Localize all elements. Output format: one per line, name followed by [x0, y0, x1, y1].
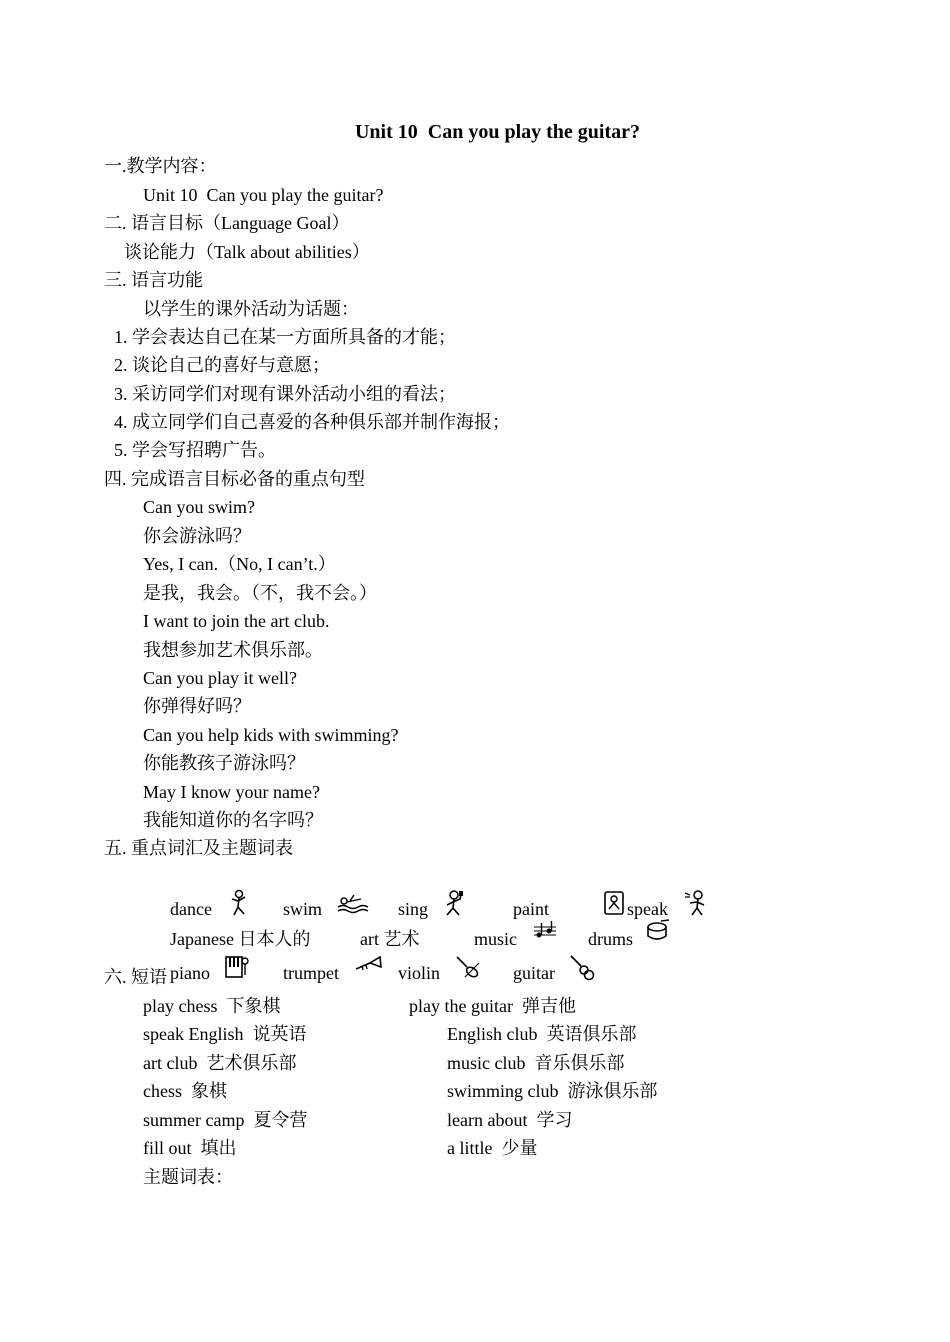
theme-word-list-label: 主题词表：	[143, 1167, 233, 1187]
vocab-word: Japanese 日本人的	[170, 929, 311, 949]
vocab-word: art 艺术	[360, 929, 420, 949]
section-3-item: 4. 成立同学们自己喜爱的各种俱乐部并制作海报；	[114, 412, 510, 432]
sentence-line: 你会游泳吗？	[143, 526, 251, 546]
vocab-row	[0, 903, 950, 949]
section-3-item: 2. 谈论自己的喜好与意愿；	[114, 355, 330, 375]
vocab-word: speak	[627, 899, 668, 919]
vocab-item	[256, 937, 339, 1033]
violin-icon	[417, 929, 445, 957]
section-5-heading: 五. 重点词汇及主题词表	[104, 838, 293, 858]
sentence-line: I want to join the art club.	[143, 611, 330, 631]
vocab-word: trumpet	[283, 963, 339, 983]
section-3-heading: 三. 语言功能	[104, 270, 203, 290]
phrase-left: play chess 下象棋	[143, 996, 281, 1016]
sentence-line: May I know your name?	[143, 782, 320, 802]
sentence-line: Can you play it well?	[143, 668, 297, 688]
phrase-right: learn about 学习	[447, 1110, 573, 1130]
phrase-left: speak English 说英语	[143, 1024, 307, 1044]
phrase-left: chess 象棋	[143, 1081, 227, 1101]
singer-icon	[403, 865, 431, 893]
trumpet-icon	[318, 929, 346, 957]
phrase-right: English club 英语俱乐部	[447, 1024, 637, 1044]
vocab-word: violin	[398, 963, 441, 983]
sentence-line: Yes, I can.（No, I can’t.）	[143, 554, 336, 574]
section-4-heading: 四. 完成语言目标必备的重点句型	[104, 469, 365, 489]
sentence-line: 是我，我会。（不，我不会。）	[143, 583, 377, 603]
phrase-left: art club 艺术俱乐部	[143, 1053, 297, 1073]
section-6-heading: 六. 短语	[104, 967, 167, 987]
phrase-left: summer camp 夏令营	[143, 1110, 308, 1130]
vocab-row	[0, 873, 950, 919]
phrase-right: a little 少量	[447, 1138, 538, 1158]
music-notes-icon	[495, 895, 523, 923]
phrase-right: play the guitar 弹吉他	[409, 996, 576, 1016]
phrase-right: music club 音乐俱乐部	[447, 1053, 625, 1073]
vocab-item	[486, 937, 555, 1033]
section-3-item: 5. 学会写招聘广告。	[114, 440, 276, 460]
swimmer-icon	[300, 865, 334, 893]
section-1-content: Unit 10 Can you play the guitar?	[143, 185, 384, 205]
vocab-word: guitar	[513, 963, 555, 983]
vocab-word: paint	[513, 899, 549, 919]
vocab-word: sing	[398, 899, 429, 919]
dancer-icon	[189, 865, 217, 893]
sentence-line: 你弹得好吗？	[143, 696, 251, 716]
section-2-heading: 二. 语言目标（Language Goal）	[104, 213, 350, 233]
vocab-word: drums	[588, 929, 633, 949]
section-3-item: 1. 学会表达自己在某一方面所具备的才能；	[114, 327, 456, 347]
section-3-item: 3. 采访同学们对现有课外活动小组的看法；	[114, 384, 456, 404]
phrase-right: swimming club 游泳俱乐部	[447, 1081, 658, 1101]
sentence-line: Can you help kids with swimming?	[143, 725, 399, 745]
section-1-heading: 一.教学内容：	[104, 156, 217, 176]
phrase-left: fill out 填出	[143, 1138, 237, 1158]
vocab-word: swim	[283, 899, 323, 919]
section-2-content: 谈论能力（Talk about abilities）	[124, 242, 370, 262]
piano-icon	[187, 929, 215, 957]
vocab-word: dance	[170, 899, 212, 919]
sentence-line: 我能知道你的名字吗？	[143, 810, 323, 830]
sentence-line: 你能教孩子游泳吗？	[143, 753, 305, 773]
guitar-icon	[532, 929, 560, 957]
sentence-line: 我想参加艺术俱乐部。	[143, 640, 323, 660]
vocab-item	[371, 937, 440, 1033]
vocab-word: music	[474, 929, 517, 949]
sentence-line: Can you swim?	[143, 497, 255, 517]
painter-icon	[564, 865, 592, 893]
speaker-icon	[646, 865, 674, 893]
section-3-intro: 以学生的课外活动为话题：	[143, 299, 359, 319]
vocab-word: piano	[170, 963, 210, 983]
drum-icon	[609, 895, 637, 923]
page-title: Unit 10 Can you play the guitar?	[354, 121, 641, 143]
